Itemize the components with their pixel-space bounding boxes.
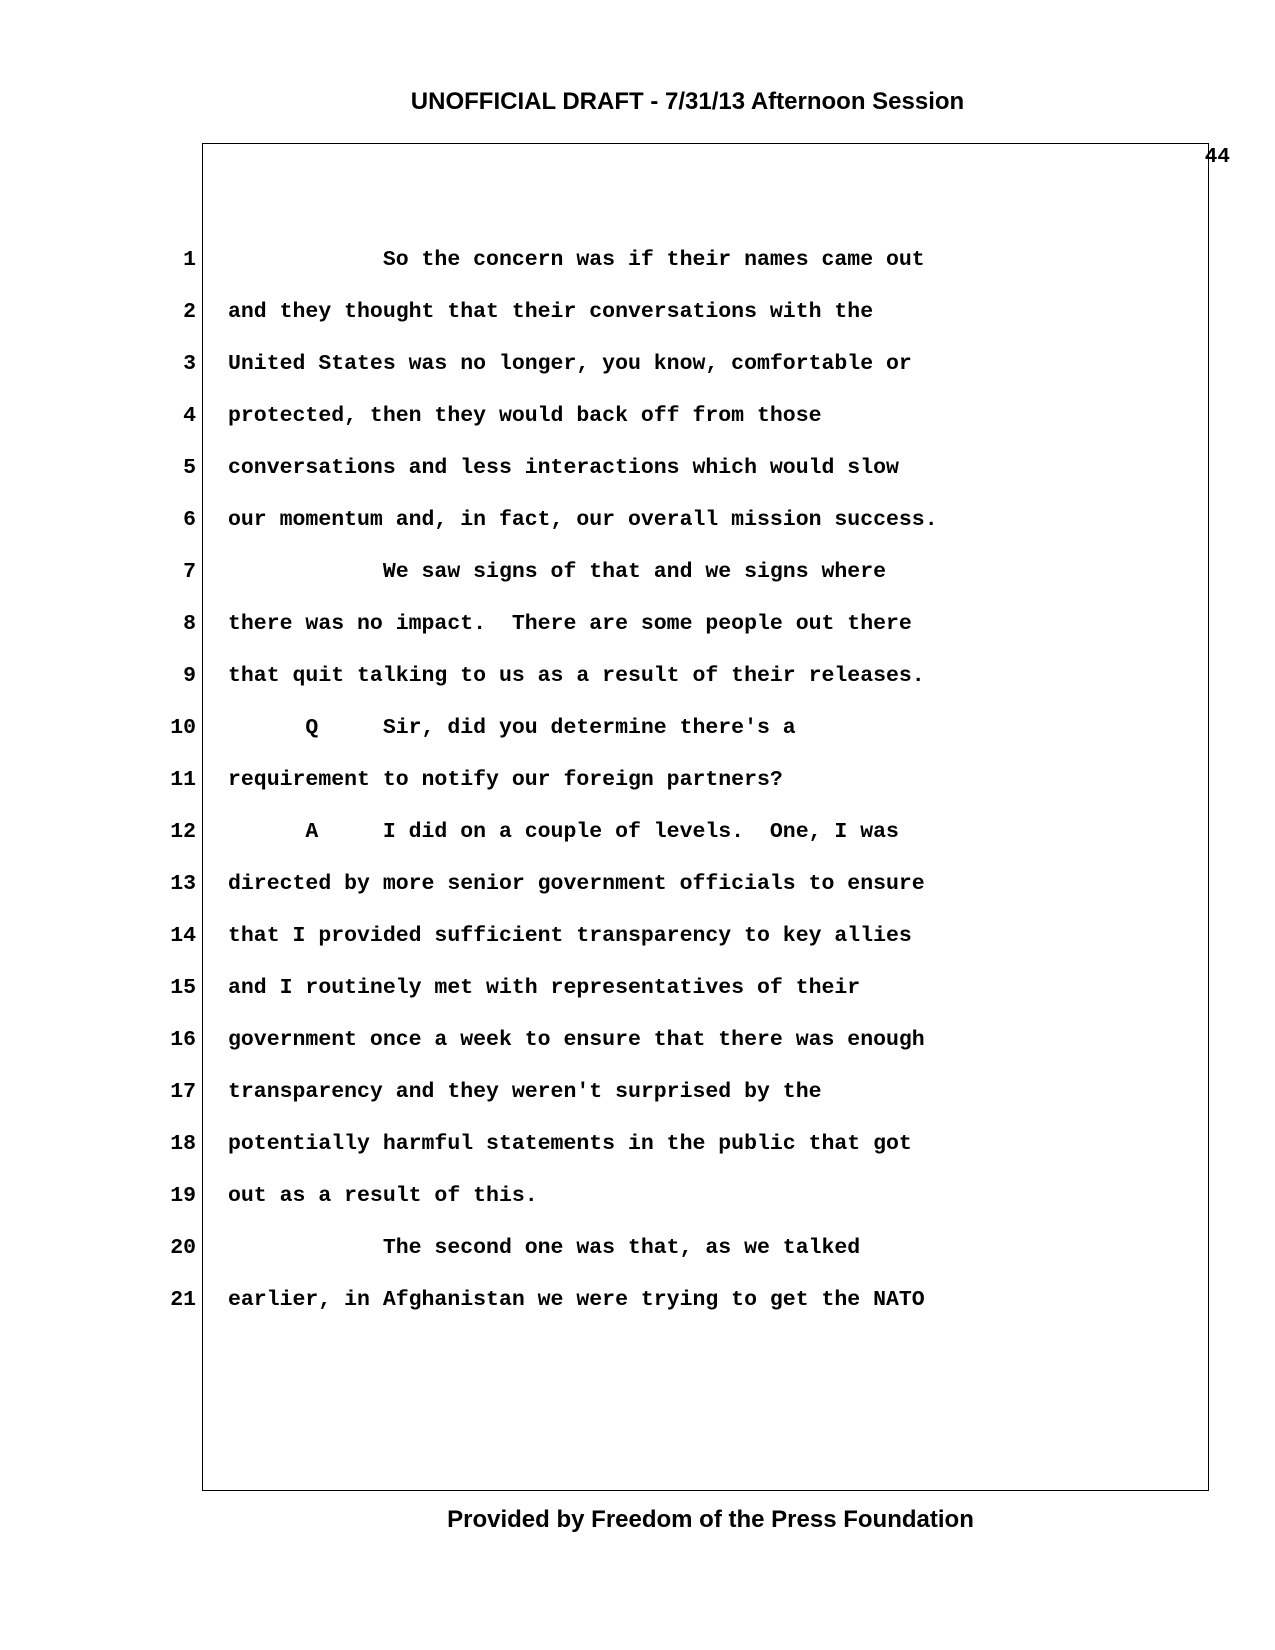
transcript-line xyxy=(0,702,1275,754)
line-text: protected, then they would back off from those xyxy=(228,404,822,428)
transcript-line xyxy=(0,338,1275,390)
transcript-line xyxy=(0,1014,1275,1066)
line-number: 11 xyxy=(170,768,196,792)
line-number: 12 xyxy=(170,820,196,844)
transcript-line xyxy=(0,442,1275,494)
line-number: 21 xyxy=(170,1288,196,1312)
line-text: conversations and less interactions which would slow xyxy=(228,456,899,480)
line-text: A I did on a couple of levels. One, I was xyxy=(228,820,899,844)
line-number: 7 xyxy=(183,560,196,584)
line-number: 16 xyxy=(170,1028,196,1052)
transcript-line xyxy=(0,286,1275,338)
transcript-line xyxy=(0,234,1275,286)
line-number: 4 xyxy=(183,404,196,428)
transcript-line xyxy=(0,650,1275,702)
line-text: The second one was that, as we talked xyxy=(228,1236,861,1260)
line-number: 2 xyxy=(183,300,196,324)
line-text: our momentum and, in fact, our overall mission success. xyxy=(228,508,938,532)
line-text: We saw signs of that and we signs where xyxy=(228,560,887,584)
line-number: 3 xyxy=(183,352,196,376)
footer-credit: Provided by Freedom of the Press Foundation xyxy=(447,1506,974,1533)
transcript-line xyxy=(0,1118,1275,1170)
transcript-line xyxy=(0,910,1275,962)
line-text: that quit talking to us as a result of their releases. xyxy=(228,664,925,688)
line-text: So the concern was if their names came out xyxy=(228,248,925,272)
line-number: 10 xyxy=(170,716,196,740)
transcript-line xyxy=(0,494,1275,546)
line-number: 1 xyxy=(183,248,196,272)
transcript-line xyxy=(0,1066,1275,1118)
transcript-line xyxy=(0,806,1275,858)
line-text: there was no impact. There are some people out there xyxy=(228,612,912,636)
line-text: United States was no longer, you know, comfortable or xyxy=(228,352,912,376)
line-text: government once a week to ensure that there was enough xyxy=(228,1028,925,1052)
transcript-line xyxy=(0,546,1275,598)
line-text: potentially harmful statements in the public that got xyxy=(228,1132,912,1156)
transcript-line xyxy=(0,390,1275,442)
line-number: 17 xyxy=(170,1080,196,1104)
line-number: 6 xyxy=(183,508,196,532)
transcript-line xyxy=(0,858,1275,910)
line-text: that I provided sufficient transparency to key allies xyxy=(228,924,912,948)
line-text: and I routinely met with representatives of their xyxy=(228,976,861,1000)
line-number: 20 xyxy=(170,1236,196,1260)
page-number: 44 xyxy=(1204,146,1230,169)
document-header-title: UNOFFICIAL DRAFT - 7/31/13 Afternoon Session xyxy=(410,88,965,115)
line-text: and they thought that their conversations with the xyxy=(228,300,874,324)
line-number: 5 xyxy=(183,456,196,480)
line-number: 13 xyxy=(170,872,196,896)
line-text: requirement to notify our foreign partners? xyxy=(228,768,783,792)
line-text: Q Sir, did you determine there's a xyxy=(228,716,796,740)
transcript-line xyxy=(0,1170,1275,1222)
transcript-line xyxy=(0,962,1275,1014)
line-text: out as a result of this. xyxy=(228,1184,538,1208)
line-number: 15 xyxy=(170,976,196,1000)
line-number: 14 xyxy=(170,924,196,948)
transcript-line xyxy=(0,598,1275,650)
line-text: earlier, in Afghanistan we were trying to get the NATO xyxy=(228,1288,925,1312)
transcript-line xyxy=(0,1274,1275,1326)
line-number: 18 xyxy=(170,1132,196,1156)
transcript-line xyxy=(0,1222,1275,1274)
line-text: directed by more senior government officials to ensure xyxy=(228,872,925,896)
transcript-lines xyxy=(0,234,1275,1326)
line-text: transparency and they weren't surprised by the xyxy=(228,1080,822,1104)
line-number: 19 xyxy=(170,1184,196,1208)
transcript-line xyxy=(0,754,1275,806)
line-number: 9 xyxy=(183,664,196,688)
line-number: 8 xyxy=(183,612,196,636)
